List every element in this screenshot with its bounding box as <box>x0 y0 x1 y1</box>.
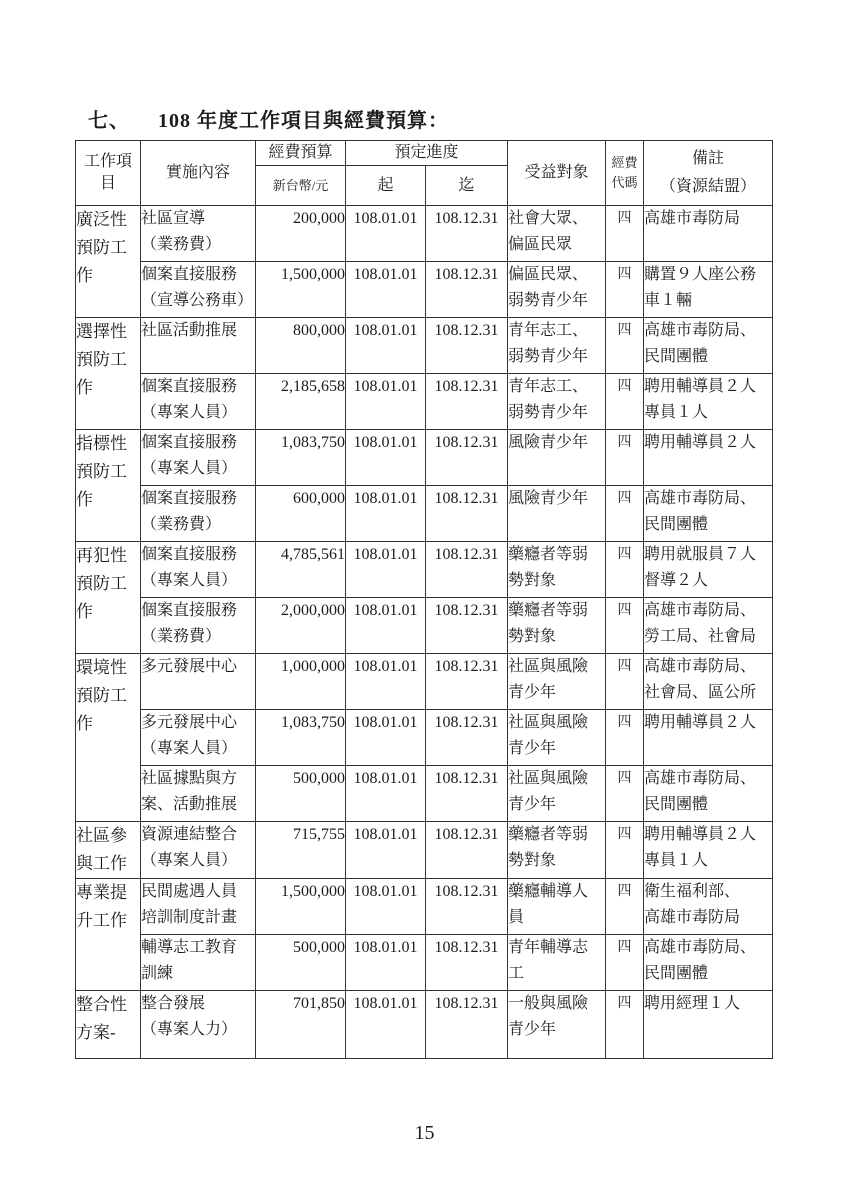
table-row <box>76 598 773 654</box>
budget-cell: 701,850 <box>256 991 346 1059</box>
category-cell: 廣泛性 預防工 作 <box>76 206 141 318</box>
note-cell: 高雄市毒防局、 民間團體 <box>644 486 773 542</box>
end-date-cell: 108.12.31 <box>426 318 508 374</box>
table-body <box>76 206 773 1059</box>
content-cell: 個案直接服務 （業務費） <box>141 486 256 542</box>
end-date-cell: 108.12.31 <box>426 935 508 991</box>
table-row <box>76 430 773 486</box>
table-row <box>76 991 773 1059</box>
start-date-cell: 108.01.01 <box>346 879 426 935</box>
table-row <box>76 710 773 766</box>
end-date-cell: 108.12.31 <box>426 430 508 486</box>
page-number: 15 <box>414 1122 435 1144</box>
header-budget-unit: 新台幣/元 <box>256 166 346 206</box>
beneficiary-cell: 社區與風險 青少年 <box>508 654 606 710</box>
budget-cell: 715,755 <box>256 822 346 879</box>
beneficiary-cell: 藥癮者等弱 勢對象 <box>508 822 606 879</box>
beneficiary-cell: 藥癮輔導人 員 <box>508 879 606 935</box>
budget-code-cell: 四 <box>606 991 644 1059</box>
beneficiary-cell: 社區與風險 青少年 <box>508 766 606 822</box>
budget-code-cell: 四 <box>606 430 644 486</box>
end-date-cell: 108.12.31 <box>426 710 508 766</box>
category-cell: 指標性 預防工 作 <box>76 430 141 542</box>
table-row <box>76 206 773 262</box>
table-row <box>76 318 773 374</box>
budget-cell: 1,083,750 <box>256 710 346 766</box>
budget-cell: 4,785,561 <box>256 542 346 598</box>
budget-code-cell: 四 <box>606 598 644 654</box>
start-date-cell: 108.01.01 <box>346 654 426 710</box>
content-cell: 多元發展中心 <box>141 654 256 710</box>
budget-cell: 1,500,000 <box>256 879 346 935</box>
note-cell: 聘用輔導員２人 專員１人 <box>644 822 773 879</box>
section-title: 108 年度工作項目與經費預算： <box>158 110 449 132</box>
budget-table <box>75 140 773 1059</box>
header-budget: 經費預算 <box>256 141 346 166</box>
end-date-cell: 108.12.31 <box>426 486 508 542</box>
category-cell: 社區參 與工作 <box>76 822 141 879</box>
content-cell: 個案直接服務 （宣導公務車） <box>141 262 256 318</box>
budget-cell: 2,185,658 <box>256 374 346 430</box>
beneficiary-cell: 風險青少年 <box>508 486 606 542</box>
table-row <box>76 654 773 710</box>
header-note: 備註 （資源結盟） <box>644 141 773 206</box>
header-end: 迄 <box>426 166 508 206</box>
budget-cell: 600,000 <box>256 486 346 542</box>
budget-code-cell: 四 <box>606 935 644 991</box>
note-cell: 高雄市毒防局、 民間團體 <box>644 935 773 991</box>
note-cell: 衛生福利部、 高雄市毒防局 <box>644 879 773 935</box>
content-cell: 社區據點與方 案、活動推展 <box>141 766 256 822</box>
end-date-cell: 108.12.31 <box>426 654 508 710</box>
start-date-cell: 108.01.01 <box>346 822 426 879</box>
beneficiary-cell: 偏區民眾、 弱勢青少年 <box>508 262 606 318</box>
budget-code-cell: 四 <box>606 262 644 318</box>
category-cell: 再犯性 預防工 作 <box>76 542 141 654</box>
end-date-cell: 108.12.31 <box>426 879 508 935</box>
beneficiary-cell: 社區與風險 青少年 <box>508 710 606 766</box>
beneficiary-cell: 青年志工、 弱勢青少年 <box>508 318 606 374</box>
start-date-cell: 108.01.01 <box>346 486 426 542</box>
note-cell: 高雄市毒防局、 民間團體 <box>644 766 773 822</box>
beneficiary-cell: 一般與風險 青少年 <box>508 991 606 1059</box>
beneficiary-cell: 社會大眾、 偏區民眾 <box>508 206 606 262</box>
budget-cell: 500,000 <box>256 766 346 822</box>
table-row <box>76 262 773 318</box>
note-cell: 聘用就服員７人 督導２人 <box>644 542 773 598</box>
start-date-cell: 108.01.01 <box>346 991 426 1059</box>
note-cell: 聘用輔導員２人 <box>644 430 773 486</box>
start-date-cell: 108.01.01 <box>346 935 426 991</box>
budget-code-cell: 四 <box>606 654 644 710</box>
category-cell: 專業提 升工作 <box>76 879 141 991</box>
beneficiary-cell: 藥癮者等弱 勢對象 <box>508 542 606 598</box>
budget-cell: 1,083,750 <box>256 430 346 486</box>
content-cell: 社區宣導 （業務費） <box>141 206 256 262</box>
beneficiary-cell: 藥癮者等弱 勢對象 <box>508 598 606 654</box>
budget-code-cell: 四 <box>606 374 644 430</box>
budget-code-cell: 四 <box>606 542 644 598</box>
budget-cell: 500,000 <box>256 935 346 991</box>
table-row <box>76 374 773 430</box>
start-date-cell: 108.01.01 <box>346 542 426 598</box>
table-row <box>76 486 773 542</box>
end-date-cell: 108.12.31 <box>426 766 508 822</box>
beneficiary-cell: 青年志工、 弱勢青少年 <box>508 374 606 430</box>
header-work-item: 工作項 目 <box>76 141 141 206</box>
header-row <box>76 141 773 166</box>
note-cell: 聘用輔導員２人 專員１人 <box>644 374 773 430</box>
table-row <box>76 879 773 935</box>
budget-code-cell: 四 <box>606 318 644 374</box>
content-cell: 多元發展中心 （專案人員） <box>141 710 256 766</box>
note-cell: 高雄市毒防局 <box>644 206 773 262</box>
budget-code-cell: 四 <box>606 822 644 879</box>
content-cell: 輔導志工教育 訓練 <box>141 935 256 991</box>
content-cell: 整合發展 （專案人力） <box>141 991 256 1059</box>
note-cell: 高雄市毒防局、 勞工局、社會局 <box>644 598 773 654</box>
budget-cell: 200,000 <box>256 206 346 262</box>
content-cell: 個案直接服務 （專案人員） <box>141 542 256 598</box>
start-date-cell: 108.01.01 <box>346 262 426 318</box>
budget-code-cell: 四 <box>606 206 644 262</box>
section-number: 七、 <box>88 110 130 132</box>
header-beneficiary: 受益對象 <box>508 141 606 206</box>
header-content: 實施內容 <box>141 141 256 206</box>
end-date-cell: 108.12.31 <box>426 822 508 879</box>
content-cell: 資源連結整合 （專案人員） <box>141 822 256 879</box>
budget-code-cell: 四 <box>606 879 644 935</box>
note-cell: 聘用輔導員２人 <box>644 710 773 766</box>
category-cell: 選擇性 預防工 作 <box>76 318 141 430</box>
category-cell: 整合性 方案- <box>76 991 141 1059</box>
start-date-cell: 108.01.01 <box>346 710 426 766</box>
budget-cell: 1,000,000 <box>256 654 346 710</box>
header-code: 經費 代碼 <box>606 141 644 206</box>
table-row <box>76 542 773 598</box>
end-date-cell: 108.12.31 <box>426 374 508 430</box>
table-row <box>76 935 773 991</box>
beneficiary-cell: 風險青少年 <box>508 430 606 486</box>
content-cell: 個案直接服務 （專案人員） <box>141 374 256 430</box>
end-date-cell: 108.12.31 <box>426 206 508 262</box>
note-cell: 高雄市毒防局、 民間團體 <box>644 318 773 374</box>
budget-cell: 2,000,000 <box>256 598 346 654</box>
content-cell: 民間處遇人員 培訓制度計畫 <box>141 879 256 935</box>
category-cell: 環境性 預防工 作 <box>76 654 141 822</box>
content-cell: 個案直接服務 （業務費） <box>141 598 256 654</box>
content-cell: 個案直接服務 （專案人員） <box>141 430 256 486</box>
end-date-cell: 108.12.31 <box>426 542 508 598</box>
note-cell: 購置９人座公務 車１輛 <box>644 262 773 318</box>
header-start: 起 <box>346 166 426 206</box>
start-date-cell: 108.01.01 <box>346 374 426 430</box>
budget-code-cell: 四 <box>606 486 644 542</box>
start-date-cell: 108.01.01 <box>346 318 426 374</box>
table-row <box>76 822 773 879</box>
budget-cell: 1,500,000 <box>256 262 346 318</box>
table-row <box>76 766 773 822</box>
end-date-cell: 108.12.31 <box>426 598 508 654</box>
note-cell: 聘用經理１人 <box>644 991 773 1059</box>
header-schedule: 預定進度 <box>346 141 508 166</box>
end-date-cell: 108.12.31 <box>426 262 508 318</box>
budget-cell: 800,000 <box>256 318 346 374</box>
start-date-cell: 108.01.01 <box>346 206 426 262</box>
note-cell: 高雄市毒防局、 社會局、區公所 <box>644 654 773 710</box>
beneficiary-cell: 青年輔導志 工 <box>508 935 606 991</box>
budget-code-cell: 四 <box>606 766 644 822</box>
start-date-cell: 108.01.01 <box>346 766 426 822</box>
table-header <box>76 141 773 206</box>
end-date-cell: 108.12.31 <box>426 991 508 1059</box>
budget-code-cell: 四 <box>606 710 644 766</box>
start-date-cell: 108.01.01 <box>346 598 426 654</box>
content-cell: 社區活動推展 <box>141 318 256 374</box>
start-date-cell: 108.01.01 <box>346 430 426 486</box>
